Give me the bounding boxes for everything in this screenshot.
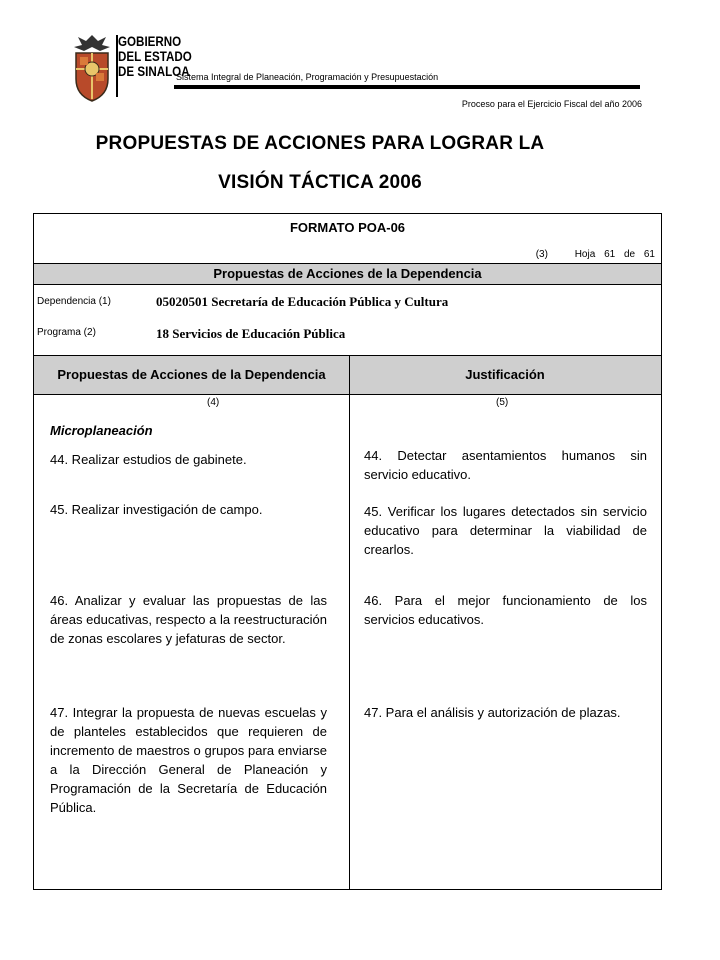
- system-title: Sistema Integral de Planeación, Programación y Presupuestación: [176, 72, 439, 82]
- action-item: 46. Analizar y evaluar las propuestas de las áreas educativas, respecto a la reestructuración de zonas escolares y jefaturas de sector.: [50, 593, 327, 646]
- justification-item: 46. Para el mejor funcionamiento de los servicios educativos.: [364, 593, 647, 627]
- divider: [34, 284, 661, 285]
- wordmark-line-2: DEL ESTADO: [118, 49, 192, 64]
- columns-header-band: [34, 355, 661, 394]
- action-item: 47. Integrar la propuesta de nuevas escuelas y de planteles establecidos que requieren de incremento de maestros o grupos para enviarse a la Dirección General de Planeación y Programación de la Secretaría de Educación Pública.: [50, 705, 327, 815]
- section-header-band: [34, 263, 661, 284]
- action-item: 44. Realizar estudios de gabinete.: [50, 452, 247, 467]
- page-title-line-2: VISIÓN TÁCTICA 2006: [218, 172, 422, 193]
- actions-column-header: Propuestas de Acciones de la Dependencia: [57, 366, 326, 382]
- wordmark-line-3: DE SINALOA: [118, 64, 190, 79]
- wordmark-line-1: GOBIERNO: [118, 34, 182, 49]
- sheet-ref: (3): [535, 249, 548, 260]
- column-divider: [349, 355, 350, 889]
- sheet-number: 61: [604, 249, 616, 260]
- justification-column-ref: (5): [496, 397, 509, 408]
- action-item: 45. Realizar investigación de campo.: [50, 502, 263, 517]
- sheet-counter: [530, 249, 655, 260]
- fiscal-process-label: Proceso para el Ejercicio Fiscal del año 2006: [461, 99, 642, 109]
- dependencia-value: 05020501 Secretaría de Educación Pública y Cultura: [156, 294, 449, 309]
- divider: [34, 394, 661, 395]
- dependencia-label: Dependencia (1): [37, 296, 111, 307]
- programa-value: 18 Servicios de Educación Pública: [156, 326, 346, 341]
- justification-item: 44. Detectar asentamientos humanos sin servicio educativo.: [364, 448, 647, 482]
- sheet-hoja-label: Hoja: [574, 249, 596, 260]
- microplaneacion-subtitle: Microplaneación: [50, 423, 153, 438]
- divider: [34, 355, 661, 356]
- header-rule: [174, 85, 640, 89]
- state-coat-of-arms-logo: [70, 33, 114, 103]
- actions-column-ref: (4): [207, 397, 220, 408]
- justification-item: 47. Para el análisis y autorización de plazas.: [364, 705, 621, 720]
- poa-06-form: [33, 213, 662, 890]
- divider: [34, 263, 661, 264]
- justification-column-header: Justificación: [465, 367, 545, 382]
- programa-label: Programa (2): [37, 327, 96, 338]
- justification-item: 45. Verificar los lugares detectados sin servicio educativo para determinar la viabilidad de crearlos.: [364, 504, 647, 557]
- section-title: Propuestas de Acciones de la Dependencia: [213, 266, 482, 281]
- sheet-de-label: de: [623, 249, 636, 260]
- sheet-total: 61: [643, 249, 655, 260]
- format-code: FORMATO POA-06: [289, 220, 406, 235]
- page-title-line-1: PROPUESTAS DE ACCIONES PARA LOGRAR LA: [95, 133, 545, 154]
